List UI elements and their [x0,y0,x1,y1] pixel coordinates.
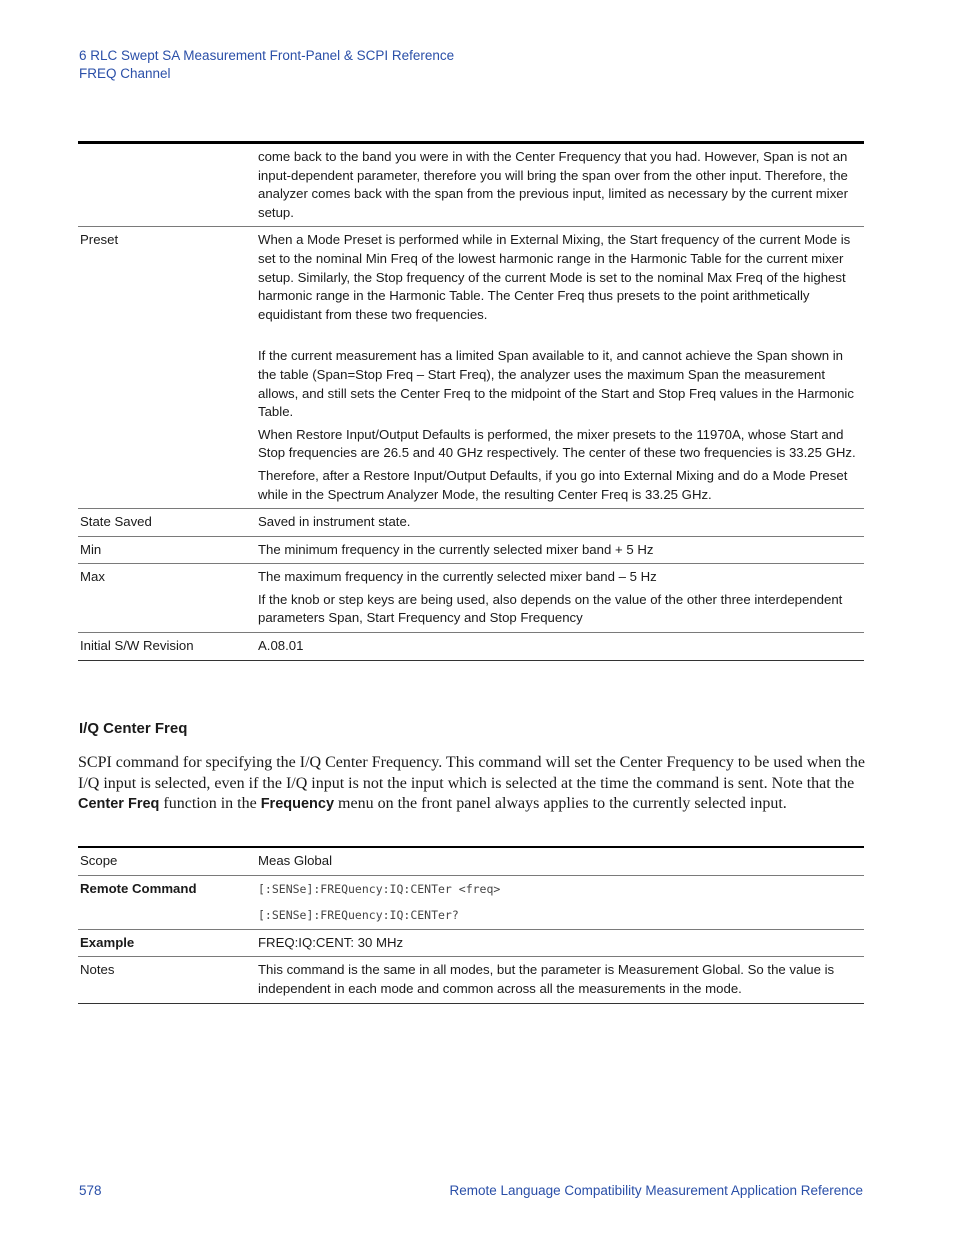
row-value: FREQ:IQ:CENT: 30 MHz [252,929,864,957]
row-value: The minimum frequency in the currently selected mixer band + 5 Hz [252,536,864,564]
table-row-notes [78,957,864,1003]
row-label: Scope [78,847,252,875]
table-row-preset [78,227,864,509]
table-row [78,143,864,227]
row-label: State Saved [78,509,252,537]
row-value: This command is the same in all modes, but the parameter is Measurement Global. So the value is independent in each mode and common across all the measurements in the mode. [252,957,864,1003]
row-label: Example [78,929,252,957]
table-row-example [78,929,864,957]
section-name: FREQ Channel [79,66,171,81]
section-description: SCPI command for specifying the I/Q Center Frequency. This command will set the Center Frequency to be used when the I/Q input is selected, even if the I/Q input is not the input which is selected at the time the command is sent. Note that the Center Freq function in the Frequency menu on the front panel always applies to the currently selected input. [78,754,865,812]
row-label: Max [78,564,252,633]
table-row-revision [78,633,864,661]
table-row-state-saved [78,509,864,537]
page-number: 578 [79,1183,102,1198]
row-value: A.08.01 [252,633,864,661]
scpi-command: [:SENSe]:FREQuency:IQ:CENTer <freq> [258,881,501,896]
section-heading: I/Q Center Freq [79,720,188,737]
preset-paragraph: When Restore Input/Output Defaults is performed, the mixer presets to the 11970A, whose Start and Stop frequencies are 26.5 and 40 GHz respectively. The center of these two frequencies is 33.25 GHz. [258,426,856,461]
preset-paragraph: When a Mode Preset is performed while in External Mixing, the Start frequency of the current Mode is set to the nominal Min Freq of the lowest harmonic range in the Harmonic Table for the current mixer setup. Similarly, the Stop frequency of the current Mode is set to the nominal Max Freq of the highest harmonic range in the Harmonic Table. The Center Freq thus presets to the point arithmetically equidistant from these two frequencies. [258,232,851,322]
key-frequency: Frequency [260,796,335,812]
row-value: Meas Global [252,847,864,875]
table-row-scope [78,847,864,875]
preset-paragraph: Therefore, after a Restore Input/Output Defaults, if you go into External Mixing and do a Mode Preset while in the Spectrum Analyzer Mode, the resulting Center Freq is 33.25 GHz. [258,467,848,502]
preset-paragraph: If the current measurement has a limited Span available to it, and cannot achieve the Span shown in the table (Span=Stop Freq – Start Freq), the analyzer uses the maximum Span the measurement allows, and still sets the Center Freq to the midpoint of the Start and Stop Freq values in the Harmonic Table. [258,348,854,420]
row-label: Initial S/W Revision [78,633,252,661]
scpi-query: [:SENSe]:FREQuency:IQ:CENTer? [258,908,459,923]
row-label: Preset [78,227,252,509]
running-header [79,47,454,83]
continued-text: come back to the band you were in with the Center Frequency that you had. However, Span is not an input-dependent parameter, therefore you will bring the span over from the other input. Therefore, the analyzer comes back with the span from the previous input, limited as necessary by the current mixer setup. [252,143,864,227]
chapter-title: 6 RLC Swept SA Measurement Front-Panel & SCPI Reference [79,48,455,63]
table-row-remote-command [78,875,864,929]
row-label: Remote Command [78,875,252,929]
freq-properties-table [78,141,864,661]
row-label: Min [78,536,252,564]
iq-center-freq-table [78,846,864,1004]
max-paragraph: If the knob or step keys are being used, also depends on the value of the other three interdependent parameters Span, Start Frequency and Stop Frequency [258,591,843,626]
table-row-min [78,536,864,564]
max-paragraph: The maximum frequency in the currently selected mixer band – 5 Hz [258,569,657,585]
row-label: Notes [78,957,252,1003]
row-value: Saved in instrument state. [252,509,864,537]
book-title: Remote Language Compatibility Measurement Application Reference [449,1183,863,1198]
table-row-max [78,564,864,633]
key-center-freq: Center Freq [78,796,160,812]
